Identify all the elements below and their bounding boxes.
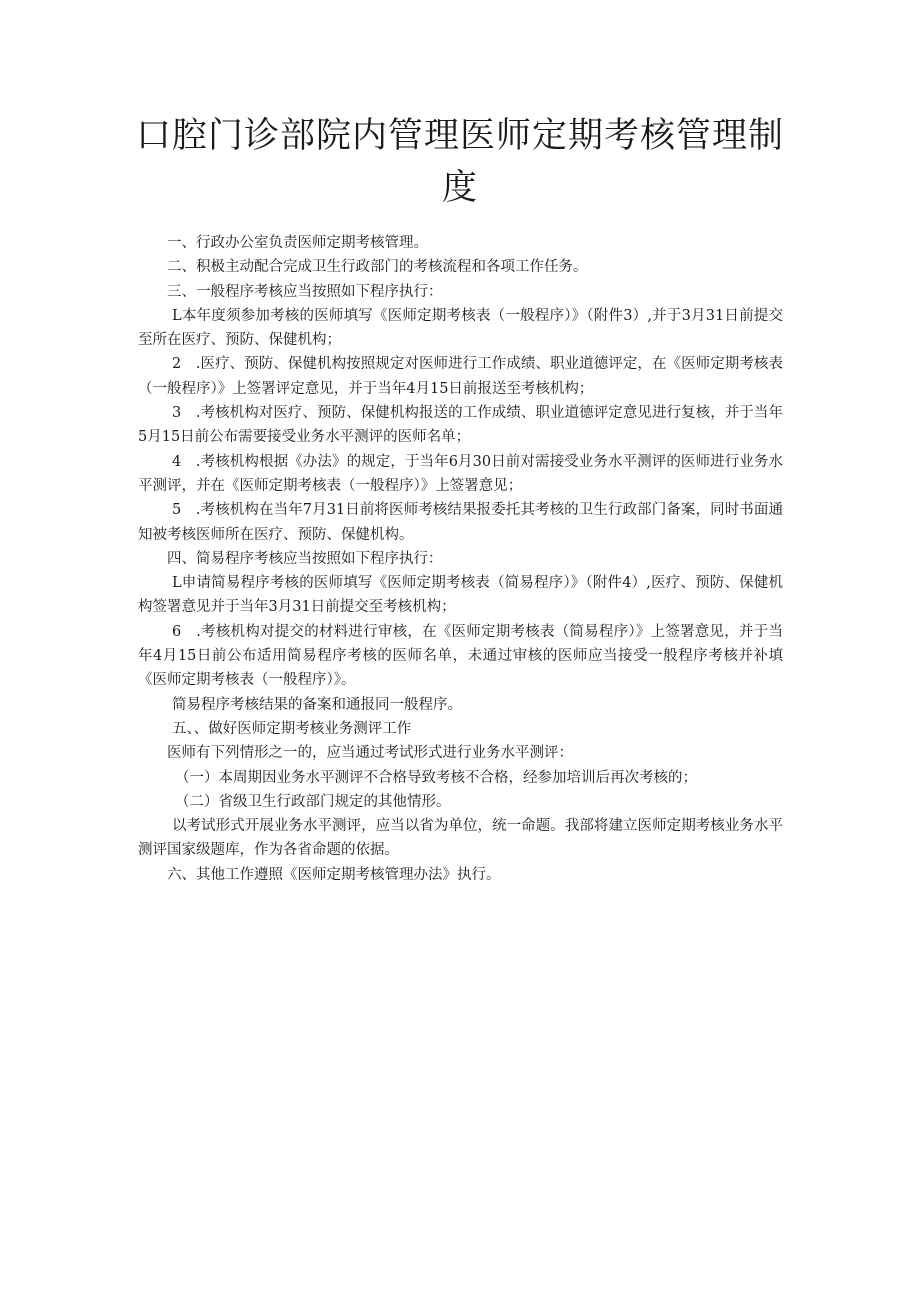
paragraph-7: 4 .考核机构根据《办法》的规定，于当年6月30日前对需接受业务水平测评的医师进行业务水平测评，并在《医师定期考核表（一般程序）》上签署意见；	[138, 453, 783, 494]
paragraph-13: 五、、做好医师定期考核业务测评工作	[172, 720, 412, 737]
paragraph-5: 2 .医疗、预防、保健机构按照规定对医师进行工作成绩、职业道德评定，在《医师定期考核表（一般程序）》上签署评定意见，并于当年4月15日前报送至考核机构；	[138, 356, 783, 397]
paragraph-11: 6 .考核机构对提交的材料进行审核，在《医师定期考核表（简易程序）》上签署意见，并于当年4月15日前公布适用简易程序考核的医师名单，未通过审核的医师应当接受一般程序考核并补填《医师定期考核表（一般程序）》。	[138, 623, 783, 689]
paragraph-17: 以考试形式开展业务水平测评，应当以省为单位，统一命题。我部将建立医师定期考核业务水平测评国家级题库，作为各省命题的依据。	[138, 818, 783, 859]
document-title: 口腔门诊部院内管理医师定期考核管理制度	[135, 116, 784, 208]
paragraph-8: 5 .考核机构在当年7月31日前将医师考核结果报委托其考核的卫生行政部门备案，同时书面通知被考核医师所在医疗、预防、保健机构。	[138, 502, 783, 543]
paragraph-14: 医师有下列情形之一的，应当通过考试形式进行业务水平测评：	[167, 745, 573, 762]
paragraph-1: 一、行政办公室负责医师定期考核管理。	[167, 235, 428, 251]
paragraph-16: （二）省级卫生行政部门规定的其他情形。	[175, 793, 451, 810]
paragraph-12: 简易程序考核结果的备案和通报同一般程序。	[172, 696, 462, 713]
document-body	[138, 231, 783, 887]
paragraph-15: （一）本周期因业务水平测评不合格导致考核不合格，经参加培训后再次考核的；	[175, 769, 697, 786]
paragraph-3: 三、一般程序考核应当按照如下程序执行：	[167, 283, 443, 300]
paragraph-6: 3 .考核机构对医疗、预防、保健机构报送的工作成绩、职业道德评定意见进行复核，并于当年5月15日前公布需要接受业务水平测评的医师名单；	[138, 405, 783, 446]
paragraph-2: 二、积极主动配合完成卫生行政部门的考核流程和各项工作任务。	[167, 259, 588, 276]
paragraph-9: 四、简易程序考核应当按照如下程序执行：	[167, 550, 443, 567]
paragraph-10: L申请简易程序考核的医师填写《医师定期考核表（简易程序）》（附件4）,医疗、预防、保健机构签署意见并于当年3月31日前提交至考核机构；	[138, 575, 783, 616]
paragraph-18: 六、其他工作遵照《医师定期考核管理办法》执行。	[167, 866, 501, 883]
paragraph-4: L本年度须参加考核的医师填写《医师定期考核表（一般程序）》（附件3）,并于3月31日前提交至所在医疗、预防、保健机构；	[138, 307, 783, 349]
